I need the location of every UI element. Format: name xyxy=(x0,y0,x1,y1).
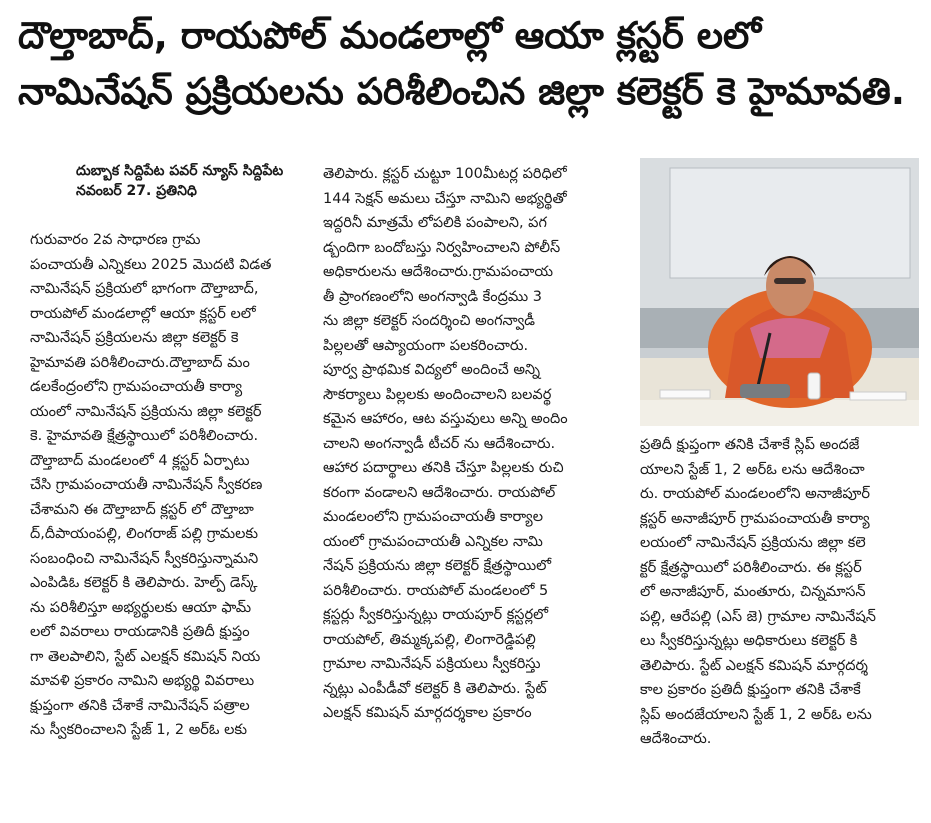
article-line: 144 సెక్షన్ అమలు చేస్తూ నామిని అభ్యర్థితో xyxy=(323,190,567,207)
article-line: గ్రామాల నామినేషన్ పక్రియలు స్వీకరిస్తు xyxy=(323,656,541,672)
article-line: ను స్వీకరించాలని స్టేజ్ 1, 2 అర్ఓ లకు xyxy=(30,722,247,738)
article-line: స్లిప్ అందజేయాలని స్టేజ్ 1, 2 అర్ఓ లను xyxy=(640,706,872,723)
article-line: గురువారం 2వ సాధారణ గ్రామ xyxy=(30,232,201,248)
article-line: యాలని స్టేజ్ 1, 2 అర్ఓ లను ఆదేశించా xyxy=(640,461,865,478)
headline-line-1: దౌల్తాబాద్, రాయపోల్ మండలాల్లో ఆయా క్లస్టర్ లలో xyxy=(18,14,762,57)
article-line: పల్లి, ఆరేపల్లి (ఎస్ జె) గ్రామాల నామినేషన్ xyxy=(640,608,876,625)
article-line: క్లస్టర్ అనాజీపూర్ గ్రామపంచాయతీ కార్యా xyxy=(640,510,870,527)
article-line: క్లస్టర్లు స్వీకరిస్తున్నట్లు రాయపూర్ క్లస్టర్లలో xyxy=(323,607,548,623)
article-line: తీ ప్రాంగణంలోని అంగన్వాడి కేంద్రము 3 xyxy=(323,288,543,305)
byline xyxy=(76,161,306,201)
article-line: ను జిల్లా కలెక్టర్ సందర్శించి అంగన్వాడీ xyxy=(323,313,535,329)
article-line: పరిశీలించారు. రాయపోల్ మండలంలో 5 xyxy=(323,582,549,599)
article-line: రాయపోల్ మండలాల్లో ఆయా క్లస్టర్ లలో xyxy=(30,305,256,322)
byline-date: నవంబర్ 27. ప్రతినిధి xyxy=(76,183,197,199)
article-line: ప్రతిదీ క్షుప్తంగా తనికి చేశాకే స్లిప్ అందజే xyxy=(640,437,860,453)
collector-photo-illustration xyxy=(640,158,919,426)
article-column-2 xyxy=(323,162,619,726)
article-line: కమైన ఆహారం, ఆట వస్తువులు అన్ని అందిం xyxy=(323,411,568,427)
article-line: న్నట్లు ఎంపీడీవో కలెక్టర్ కి తెలిపారు. స్టేట్ xyxy=(323,680,547,697)
article-line: చాలని అంగన్వాడీ టీచర్ ను ఆదేశించారు. xyxy=(323,435,556,452)
article-line: పూర్వ ప్రాథమిక విద్యలో అందించే అన్ని xyxy=(323,362,541,378)
article-line: కరంగా వండాలని ఆదేశించారు. రాయపోల్ xyxy=(323,484,556,501)
article-line: మండలంలోని గ్రామపంచాయతీ కార్యాల xyxy=(323,509,543,525)
article-line: లు స్వీకరిస్తున్నట్లు అధికారులు కలెక్టర్ కి xyxy=(640,633,858,649)
article-line: ఎంపిడిఓ కలెక్టర్ కి తెలిపారు. హెల్ప్ డెస్క్ xyxy=(30,575,258,591)
article-line: క్టర్ క్షేత్రస్థాయిలో పరిశీలించారు. ఈ క్లస్టర్ xyxy=(640,559,862,576)
collector-photo xyxy=(640,158,919,426)
article-line: హైమావతి పరిశీలించారు.దౌల్తాబాద్ మం xyxy=(30,354,250,371)
article-line: క్షుప్తంగా తనికి చేశాకే నామినేషన్ పత్రాల xyxy=(30,697,250,714)
article-line: నామినేషన్ ప్రక్రియలను జిల్లా కలెక్టర్ కె xyxy=(30,330,239,346)
article-line: రు. రాయపోల్ మండలంలోని అనాజీపూర్ xyxy=(640,486,870,502)
article-line: యంలో నామినేషన్ ప్రక్రియను జిల్లా కలెక్టర్ xyxy=(30,403,262,420)
article-line: ఇద్దరినీ మాత్రమే లోపలికి పంపాలని, పగ xyxy=(323,215,547,231)
article-line: డ్బందిగా బందోబస్తు నిర్వహించాలని పోలీస్ xyxy=(323,239,561,256)
article-line: తెలిపారు. స్టేట్ ఎలక్షన్ కమిషన్ మార్గదర్శ xyxy=(640,657,868,674)
article-line: ఆహార పదార్థాలు తనికి చేస్తూ పిల్లలకు రుచి xyxy=(323,460,564,476)
article-line: ద్,దీపాయంపల్లి, లింగరాజ్ పల్లి గ్రామలకు xyxy=(30,526,258,542)
article-line: సౌకర్యాలు పిల్లలకు అందించాలని బలవర్థ xyxy=(323,386,552,403)
article-column-1 xyxy=(30,228,308,743)
article-line: ను పరిశీలిస్తూ అభ్యర్థులకు ఆయా ఫామ్ xyxy=(30,599,252,616)
page-corner xyxy=(922,814,925,817)
article-line: కె. హైమావతి క్షేత్రస్థాయిలో పరిశీలించారు. xyxy=(30,428,259,444)
article-line: ఎలక్షన్ కమిషన్ మార్గదర్శకాల ప్రకారం xyxy=(323,705,532,721)
article-line: తెలిపారు. క్లస్టర్ చుట్టూ 100మీటర్ల పరిధిలో xyxy=(323,166,567,182)
article-line: మావళి ప్రకారం నామిని అభ్యర్థి వివరాలు xyxy=(30,673,255,689)
article-line: దౌల్తాబాద్ మండలంలో 4 క్లస్టర్ ఏర్పాటు xyxy=(30,452,250,469)
article-line: లో అనాజీపూర్, మంతూరు, చిన్నమాసన్ xyxy=(640,584,866,600)
article-line: యంలో గ్రామపంచాయతీ ఎన్నికల నామి xyxy=(323,533,543,550)
headline xyxy=(18,8,918,120)
article-line: నామినేషన్ ప్రక్రియలో భాగంగా దౌల్తాబాద్, xyxy=(30,281,259,297)
article-line: రాయపోల్, తిమ్మక్కపల్లి, లింగారెడ్డిపల్లి xyxy=(323,631,536,648)
article-line: డలకేంద్రంలోని గ్రామపంచాయతీ కార్యా xyxy=(30,379,243,395)
article-line: ఆదేశించారు. xyxy=(640,731,712,747)
article-line: పంచాయతీ ఎన్నికలు 2025 మొదటి విడత xyxy=(30,256,272,273)
article-line: లయంలో నామినేషన్ ప్రక్రియను జిల్లా కలె xyxy=(640,535,866,551)
byline-source: దుబ్బాక సిద్దిపేట పవర్ న్యూస్ సిద్దిపేట xyxy=(76,163,284,179)
article-line: పిల్లలతో ఆప్యాయంగా పలకరించారు. xyxy=(323,337,529,354)
article-line: నేషన్ ప్రక్రియను జిల్లా కలెక్టర్ క్షేత్రస్థాయిలో xyxy=(323,558,552,574)
article-line: చేసి గ్రామపంచాయతీ నామినేషన్ స్వీకరణ xyxy=(30,477,263,493)
article-line: కాల ప్రకారం ప్రతిదీ క్షుప్తంగా తనికి చేశాకే xyxy=(640,682,861,698)
article-line: గా తెలపాలిని, స్టేట్ ఎలక్షన్ కమిషన్ నియ xyxy=(30,648,261,665)
headline-line-2: నామినేషన్ ప్రక్రియలను పరిశీలించిన జిల్లా కలెక్టర్ కె హైమావతి. xyxy=(18,70,905,113)
article-column-3 xyxy=(640,433,918,752)
article-line: సంబంధించి నామినేషన్ స్వీకరిస్తున్నామని xyxy=(30,550,259,567)
article-line: లలో వివరాలు రాయడానికి ప్రతిదీ క్షుప్తం xyxy=(30,624,250,640)
article-line: అధికారులను ఆదేశించారు.గ్రామపంచాయ xyxy=(323,264,554,280)
article-line: చేశామని ఈ దౌల్తాబాద్ క్లస్టర్ లో దౌల్తాబా xyxy=(30,501,254,518)
